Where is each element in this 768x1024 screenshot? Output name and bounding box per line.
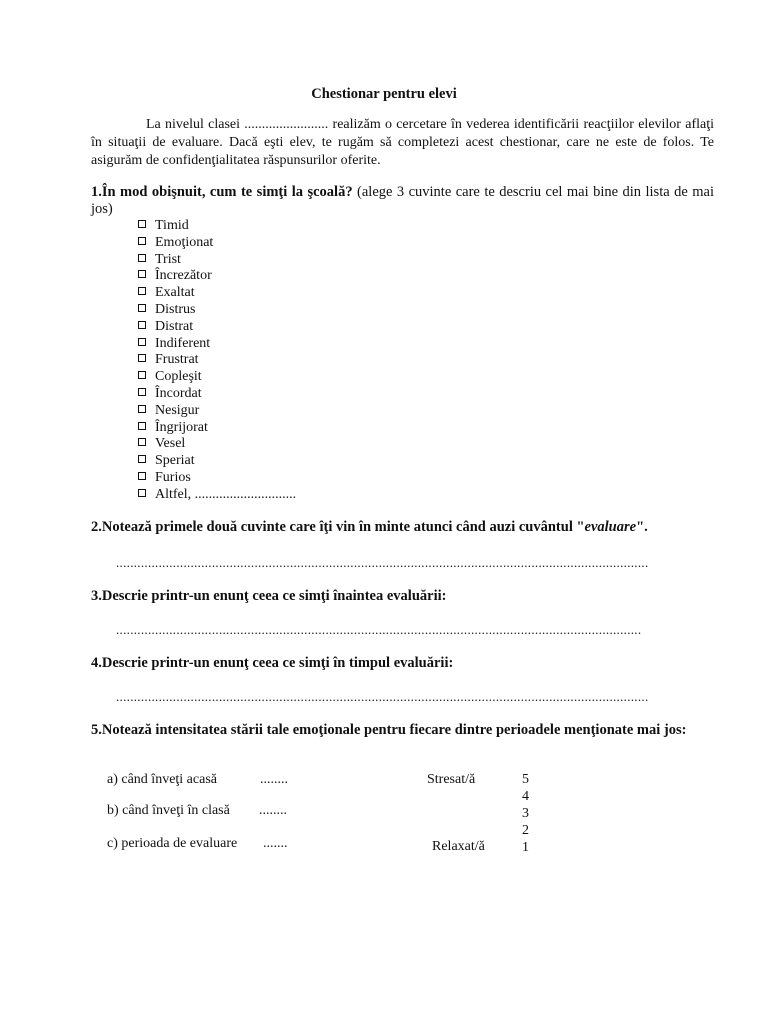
option-item[interactable]: [138, 470, 296, 487]
intro-text: La nivelul clasei ........................ realizăm o cercetare în vederea identificării reacţiilor elevilor aflaţi în situaţii de evaluare. Dacă eşti elev, te rugăm să completezi acest chestionar, care ne este de folos. Te asigurăm de confidenţialitatea răspunsurilor oferite.: [91, 117, 714, 168]
question-2-prompt: 2.Notează primele două cuvinte care îţi vin în minte atunci când auzi cuvântul "evaluare".: [91, 519, 648, 535]
checkbox-icon[interactable]: [138, 422, 146, 430]
option-label: Frustrat: [155, 352, 199, 368]
option-item[interactable]: [138, 420, 296, 437]
checkbox-icon[interactable]: [138, 354, 146, 362]
checkbox-icon[interactable]: [138, 438, 146, 446]
checkbox-icon[interactable]: [138, 338, 146, 346]
question-1-options: [138, 218, 296, 504]
question-5-prompt: 5.Notează intensitatea stării tale emoţionale pentru fiecare dintre perioadele menţionate mai jos:: [91, 722, 687, 738]
question-3-answer-line[interactable]: ....................................................................................................................................................: [116, 622, 642, 637]
checkbox-icon[interactable]: [138, 489, 146, 497]
option-label: Îngrijorat: [155, 419, 208, 435]
option-item[interactable]: [138, 369, 296, 386]
option-label: Exaltat: [155, 285, 195, 301]
intro-paragraph: [91, 116, 714, 170]
question-3: [91, 588, 714, 605]
option-label: Nesigur: [155, 402, 200, 418]
q5-row-a-blank[interactable]: ........: [260, 772, 288, 787]
option-label: Încrezător: [155, 268, 212, 284]
option-item[interactable]: [138, 386, 296, 403]
checkbox-icon[interactable]: [138, 455, 146, 463]
option-item[interactable]: [138, 218, 296, 235]
option-label: Timid: [155, 218, 189, 233]
option-label: Distrat: [155, 318, 194, 334]
option-item[interactable]: [138, 319, 296, 336]
scale-value-3[interactable]: 3: [522, 806, 529, 821]
q5-row-b-label: b) când înveţi în clasă: [107, 803, 230, 818]
question-4: [91, 655, 714, 672]
option-item[interactable]: [138, 453, 296, 470]
q5-row-a-label: a) când înveţi acasă: [107, 772, 217, 787]
question-5: [91, 722, 714, 739]
option-item[interactable]: [138, 285, 296, 302]
option-label: Încordat: [155, 385, 202, 401]
checkbox-icon[interactable]: [138, 270, 146, 278]
scale-value-5[interactable]: 5: [522, 772, 529, 787]
question-3-prompt: 3.Descrie printr-un enunţ ceea ce simţi înaintea evaluării:: [91, 588, 447, 604]
question-1: [91, 184, 714, 218]
checkbox-icon[interactable]: [138, 237, 146, 245]
option-label: Trist: [155, 251, 181, 267]
option-label: Distrus: [155, 301, 196, 317]
option-label: Speriat: [155, 453, 195, 469]
option-item[interactable]: [138, 352, 296, 369]
option-label: Furios: [155, 469, 191, 485]
question-1-hint: (alege 3 cuvinte care te descriu cel mai bine din lista de mai jos): [91, 184, 714, 217]
checkbox-icon[interactable]: [138, 321, 146, 329]
option-label: Copleşit: [155, 369, 202, 385]
q5-row-b-blank[interactable]: ........: [259, 803, 287, 818]
question-4-answer-line[interactable]: ......................................................................................................................................................: [116, 689, 649, 704]
checkbox-icon[interactable]: [138, 371, 146, 379]
question-4-prompt: 4.Descrie printr-un enunţ ceea ce simţi în timpul evaluării:: [91, 655, 454, 671]
scale-value-1[interactable]: 1: [522, 840, 529, 855]
checkbox-icon[interactable]: [138, 304, 146, 312]
scale-top-label: Stresat/ă: [427, 772, 476, 787]
option-item[interactable]: [138, 403, 296, 420]
option-label: Altfel, .............................: [155, 486, 297, 502]
checkbox-icon[interactable]: [138, 388, 146, 396]
q5-row-c-label: c) perioada de evaluare: [107, 836, 238, 851]
option-label: Indiferent: [155, 335, 211, 351]
scale-value-4[interactable]: 4: [522, 789, 529, 804]
checkbox-icon[interactable]: [138, 220, 146, 228]
question-1-prompt: 1.În mod obişnuit, cum te simţi la şcoală?: [91, 184, 353, 200]
option-item[interactable]: [138, 252, 296, 269]
q5-row-c-blank[interactable]: .......: [263, 836, 288, 851]
option-item[interactable]: [138, 302, 296, 319]
option-item[interactable]: [138, 336, 296, 353]
option-label: Emoţionat: [155, 234, 214, 250]
option-item[interactable]: [138, 235, 296, 252]
checkbox-icon[interactable]: [138, 287, 146, 295]
option-item[interactable]: [138, 436, 296, 453]
question-2-answer-line[interactable]: ......................................................................................................................................................: [116, 555, 649, 570]
option-label: Vesel: [155, 436, 186, 452]
page-title: Chestionar pentru elevi: [311, 86, 457, 102]
checkbox-icon[interactable]: [138, 405, 146, 413]
question-2: [91, 519, 714, 536]
checkbox-icon[interactable]: [138, 254, 146, 262]
question-2-keyword: evaluare: [584, 519, 637, 535]
option-item[interactable]: [138, 268, 296, 285]
scale-value-2[interactable]: 2: [522, 823, 529, 838]
scale-bottom-label: Relaxat/ă: [432, 839, 485, 854]
checkbox-icon[interactable]: [138, 472, 146, 480]
option-item[interactable]: [138, 487, 296, 504]
